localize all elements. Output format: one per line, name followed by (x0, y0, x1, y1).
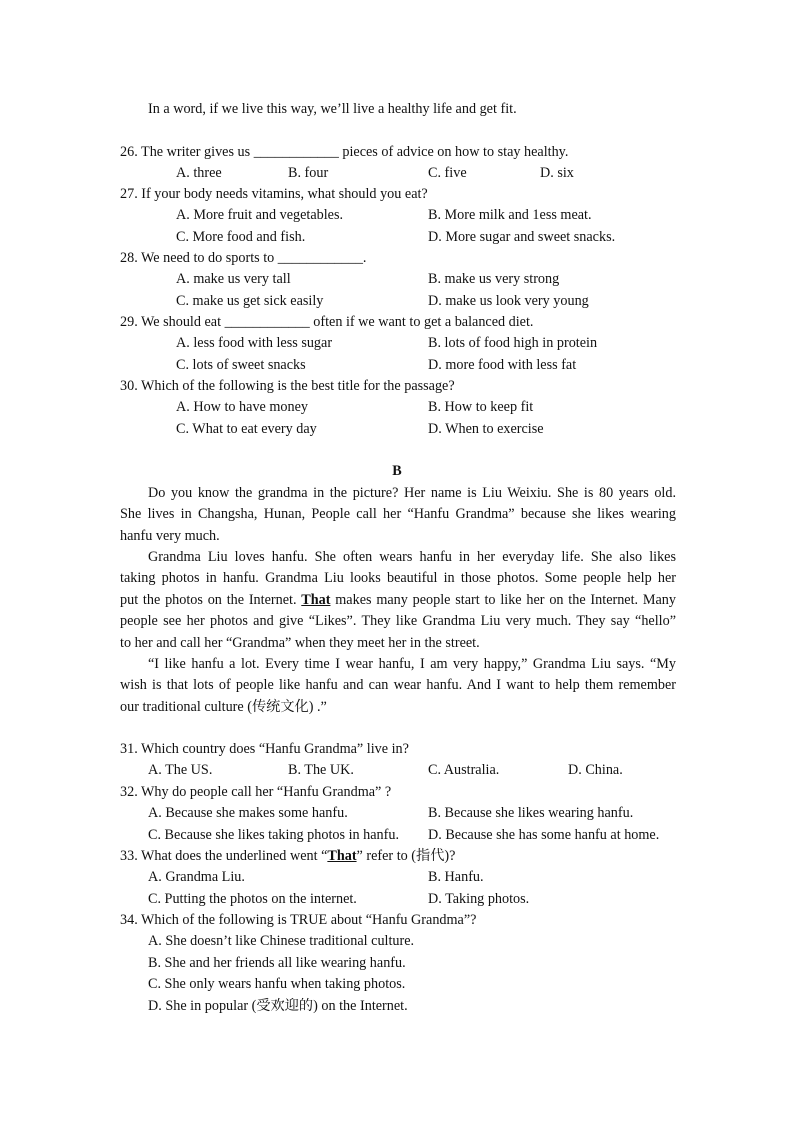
passage-b-line: hanfu very much. (120, 528, 220, 544)
question-26-option-c[interactable]: C. five (428, 165, 467, 181)
passage-b-line: She lives in Changsha, Hunan, People call her “Hanfu Grandma” because she likes wearing (120, 506, 676, 522)
passage-b-line: “I like hanfu a lot. Every time I wear hanfu, I am very happy,” Grandma Liu says. “My (148, 656, 676, 672)
question-33-option-a[interactable]: A. Grandma Liu. (148, 869, 245, 885)
question-31-option-a[interactable]: A. The US. (148, 762, 213, 778)
question-34-option-b[interactable]: B. She and her friends all like wearing hanfu. (148, 955, 406, 971)
question-30-option-b[interactable]: B. How to keep fit (428, 399, 534, 415)
passage-b-line: our traditional culture (传统文化) .” (120, 699, 327, 715)
passage-a-conclusion: In a word, if we live this way, we’ll live a healthy life and get fit. (148, 101, 517, 117)
question-33-stem-text: 33. What does the underlined went “ (120, 848, 328, 864)
underlined-word-that: That (301, 592, 331, 608)
question-29-option-b[interactable]: B. lots of food high in protein (428, 335, 598, 351)
question-32-option-d[interactable]: D. Because she has some hanfu at home. (428, 827, 660, 843)
question-30-option-d[interactable]: D. When to exercise (428, 421, 544, 437)
question-34-option-d[interactable]: D. She in popular (受欢迎的) on the Internet. (148, 998, 408, 1014)
question-28-option-a[interactable]: A. make us very tall (176, 271, 291, 287)
question-31-option-c[interactable]: C. Australia. (428, 762, 500, 778)
passage-b-line: Grandma Liu loves hanfu. She often wears hanfu in her everyday life. She also likes (148, 549, 676, 565)
question-26-option-b[interactable]: B. four (288, 165, 329, 181)
question-34-option-a[interactable]: A. She doesn’t like Chinese traditional culture. (148, 933, 415, 949)
passage-b-line: people see her photos and give “Likes”. They like Grandma Liu very much. They say “hello” (120, 613, 676, 629)
passage-b-text: makes many people start to like her on the Internet. Many (330, 592, 676, 608)
passage-b-line-with-underlined-word (120, 591, 676, 609)
passage-b-line: taking photos in hanfu. Grandma Liu looks beautiful in those photos. Some people help her (120, 570, 676, 586)
question-26-option-d[interactable]: D. six (540, 165, 574, 181)
passage-b-line: wish is that lots of people like hanfu and can wear hanfu. And I want to help them remember (120, 677, 676, 693)
question-31-option-d[interactable]: D. China. (568, 762, 623, 778)
question-33-stem-text: ” refer to (指代)? (356, 848, 456, 864)
question-28-option-c[interactable]: C. make us get sick easily (176, 293, 324, 309)
question-29-stem: 29. We should eat ____________ often if we want to get a balanced diet. (120, 314, 534, 330)
question-29-option-c[interactable]: C. lots of sweet snacks (176, 357, 306, 373)
question-27-option-d[interactable]: D. More sugar and sweet snacks. (428, 229, 616, 245)
question-32-option-a[interactable]: A. Because she makes some hanfu. (148, 805, 348, 821)
passage-b-text: put the photos on the Internet. (120, 592, 302, 608)
question-31-stem: 31. Which country does “Hanfu Grandma” live in? (120, 741, 409, 757)
question-27-option-a[interactable]: A. More fruit and vegetables. (176, 207, 344, 223)
question-33-option-b[interactable]: B. Hanfu. (428, 869, 484, 885)
question-33-stem (120, 847, 455, 865)
question-33-option-c[interactable]: C. Putting the photos on the internet. (148, 891, 357, 907)
question-30-option-c[interactable]: C. What to eat every day (176, 421, 317, 437)
question-26-stem: 26. The writer gives us ____________ pieces of advice on how to stay healthy. (120, 144, 569, 160)
question-31-option-b[interactable]: B. The UK. (288, 762, 354, 778)
question-29-option-d[interactable]: D. more food with less fat (428, 357, 577, 373)
question-33-option-d[interactable]: D. Taking photos. (428, 891, 530, 907)
passage-b-line: to her and call her “Grandma” when they meet her in the street. (120, 635, 480, 651)
question-27-option-b[interactable]: B. More milk and 1ess meat. (428, 207, 592, 223)
question-27-option-c[interactable]: C. More food and fish. (176, 229, 306, 245)
question-29-option-a[interactable]: A. less food with less sugar (176, 335, 333, 351)
question-27-stem: 27. If your body needs vitamins, what should you eat? (120, 186, 428, 202)
section-b-heading: B (392, 463, 402, 479)
question-30-stem: 30. Which of the following is the best title for the passage? (120, 378, 455, 394)
passage-b-line: Do you know the grandma in the picture? Her name is Liu Weixiu. She is 80 years old. (148, 485, 676, 501)
question-28-option-b[interactable]: B. make us very strong (428, 271, 560, 287)
question-34-stem: 34. Which of the following is TRUE about “Hanfu Grandma”? (120, 912, 477, 928)
question-34-option-c[interactable]: C. She only wears hanfu when taking photos. (148, 976, 406, 992)
question-32-option-c[interactable]: C. Because she likes taking photos in hanfu. (148, 827, 399, 843)
question-28-option-d[interactable]: D. make us look very young (428, 293, 589, 309)
question-32-stem: 32. Why do people call her “Hanfu Grandma” ? (120, 784, 392, 800)
question-26-option-a[interactable]: A. three (176, 165, 222, 181)
question-30-option-a[interactable]: A. How to have money (176, 399, 308, 415)
question-32-option-b[interactable]: B. Because she likes wearing hanfu. (428, 805, 634, 821)
question-28-stem: 28. We need to do sports to ____________. (120, 250, 367, 266)
underlined-word-that: That (327, 848, 357, 864)
